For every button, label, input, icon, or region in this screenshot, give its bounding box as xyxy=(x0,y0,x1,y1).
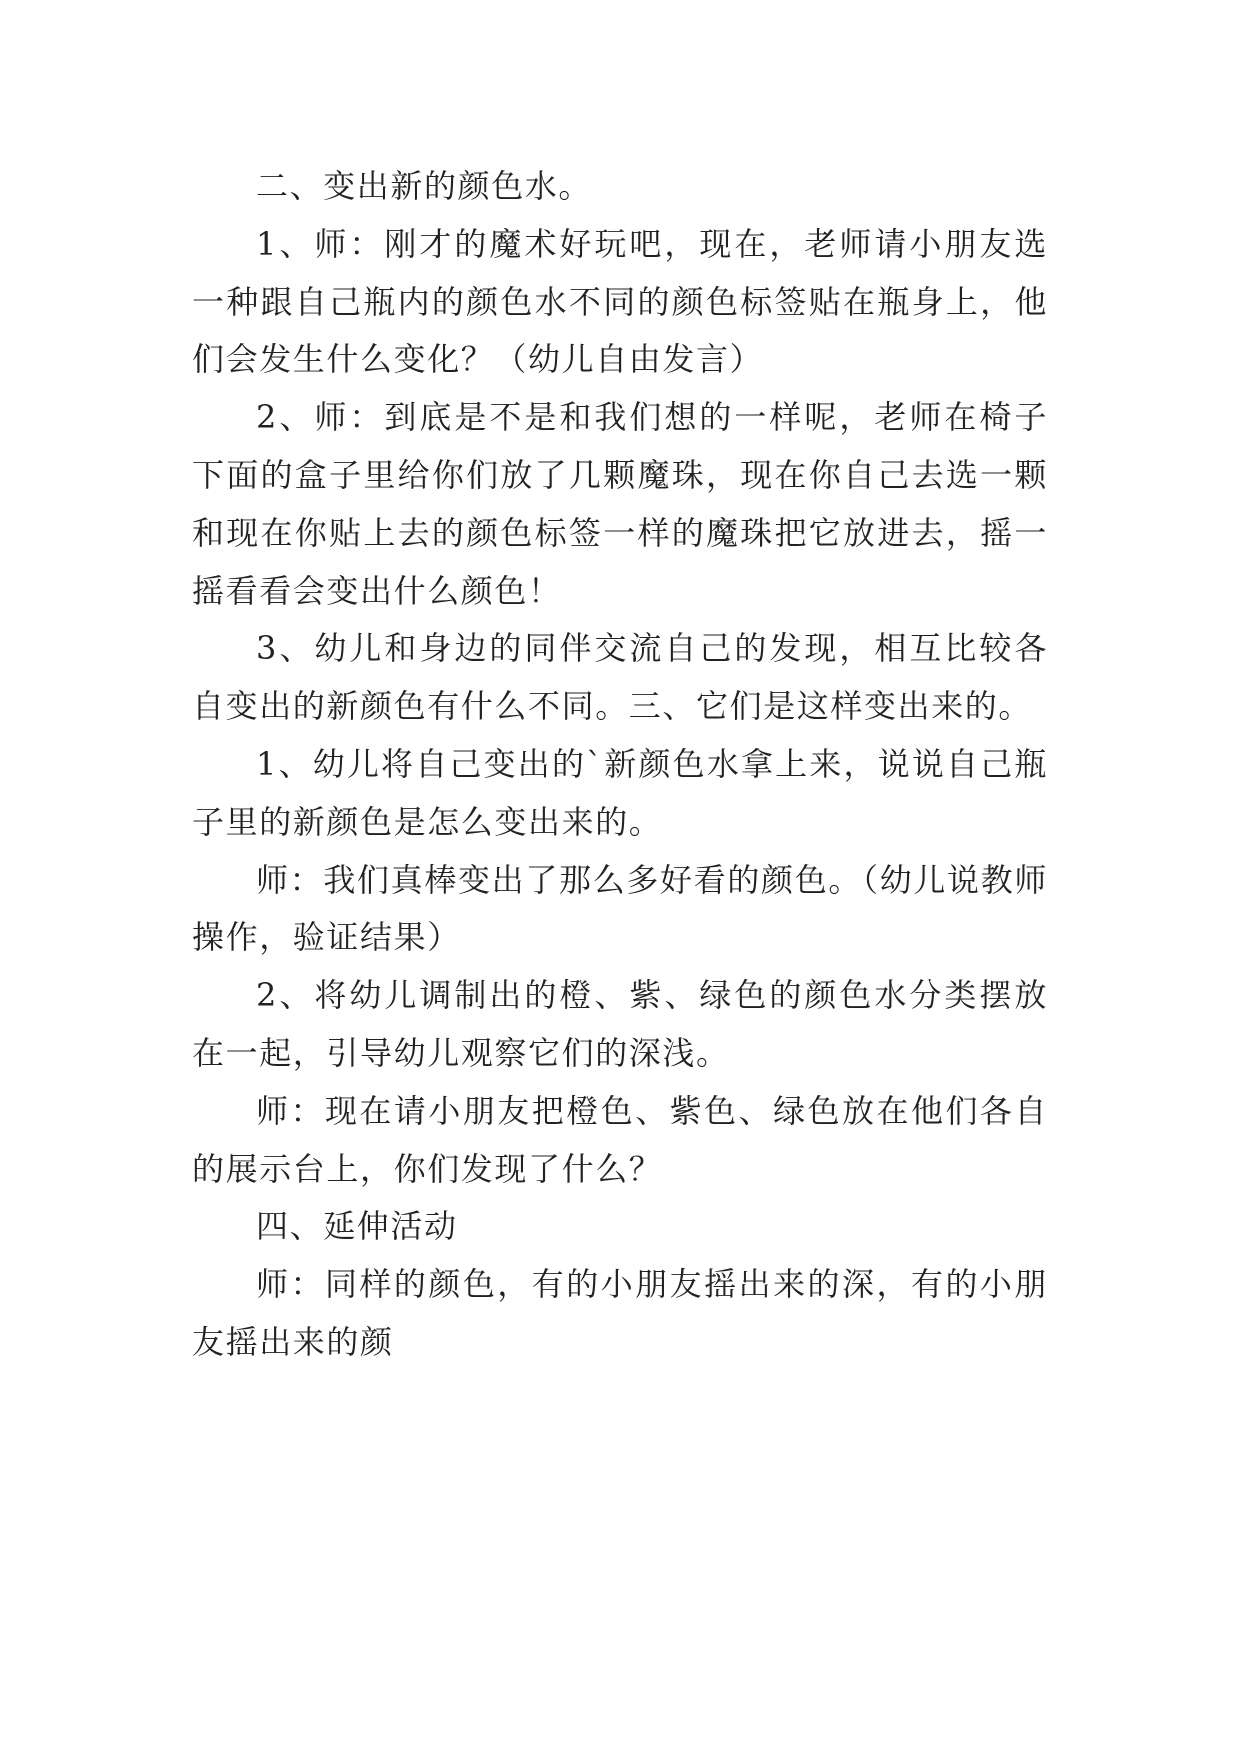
document-body xyxy=(192,158,1048,1372)
paragraph: 师：同样的颜色，有的小朋友摇出来的深，有的小朋友摇出来的颜 xyxy=(192,1265,1048,1361)
paragraph: 师：现在请小朋友把橙色、紫色、绿色放在他们各自的展示台上，你们发现了什么？ xyxy=(192,1091,1048,1188)
paragraph: 1、师：刚才的魔术好玩吧，现在，老师请小朋友选一种跟自己瓶内的颜色水不同的颜色标签贴在瓶身上，他们会发生什么变化？（幼儿自由发言） xyxy=(192,224,1048,379)
paragraph: 3、幼儿和身边的同伴交流自己的发现，相互比较各自变出的新颜色有什么不同。三、它们是这样变出来的。 xyxy=(192,629,1048,726)
paragraph: 1、幼儿将自己变出的`新颜色水拿上来，说说自己瓶子里的新颜色是怎么变出来的。 xyxy=(192,744,1048,841)
paragraph: 2、将幼儿调制出的橙、紫、绿色的颜色水分类摆放在一起，引导幼儿观察它们的深浅。 xyxy=(192,976,1048,1072)
paragraph: 师：我们真棒变出了那么多好看的颜色。（幼儿说教师操作，验证结果） xyxy=(192,860,1048,957)
section-heading-2: 二、变出新的颜色水。 xyxy=(256,167,593,205)
paragraph: 2、师：到底是不是和我们想的一样呢，老师在椅子下面的盒子里给你们放了几颗魔珠，现在你自己去选一颗和现在你贴上去的颜色标签一样的魔珠把它放进去，摇一摇看看会变出什么颜色！ xyxy=(192,398,1048,610)
section-heading-4: 四、延伸活动 xyxy=(256,1207,458,1246)
